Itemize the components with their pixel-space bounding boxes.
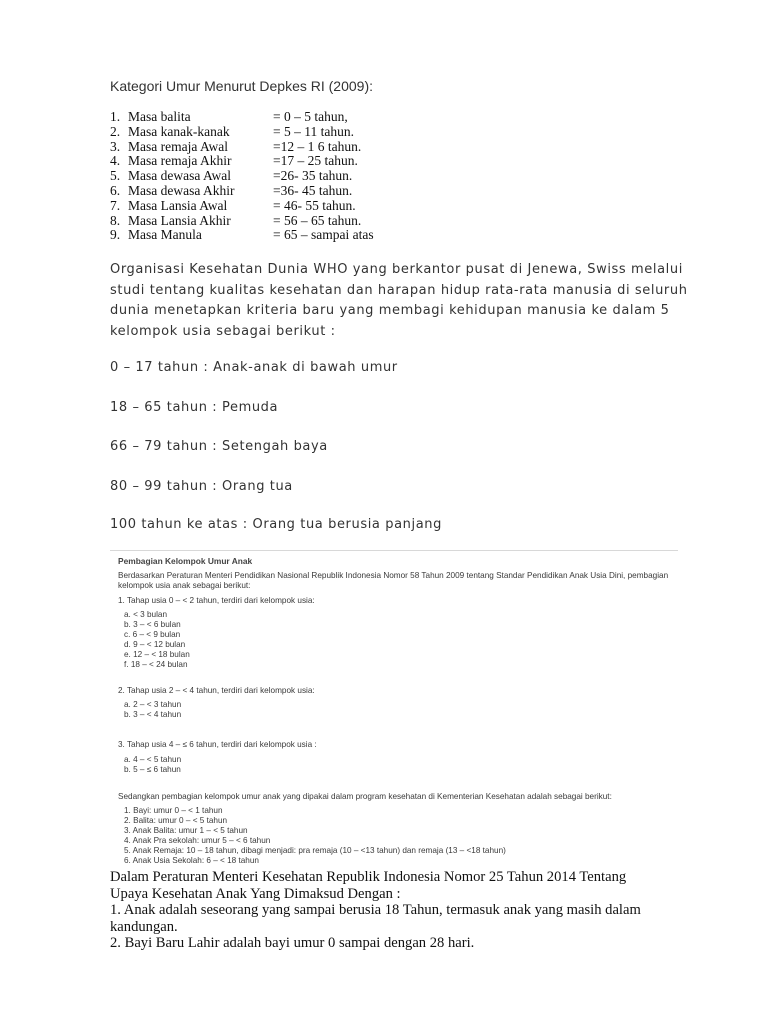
list-item: d. 9 – < 12 bulan <box>124 640 186 649</box>
item-label: Masa Manula <box>128 227 202 243</box>
kemenkes-intro: Sedangkan pembagian kelompok umur anak yang dipakai dalam program kesehatan di Kementerian Kesehatan adalah sebagai berikut: <box>118 792 612 801</box>
item-value: = 46- 55 tahun. <box>273 197 356 213</box>
item-number: 4. <box>110 153 121 169</box>
stage-title: 1. Tahap usia 0 – < 2 tahun, terdiri dari kelompok usia: <box>118 596 315 605</box>
list-item: c. 6 – < 9 bulan <box>124 630 181 639</box>
stage-title: 2. Tahap usia 2 – < 4 tahun, terdiri dari kelompok usia: <box>118 686 315 695</box>
list-item: 1. Bayi: umur 0 – < 1 tahun <box>124 806 223 815</box>
item-label: Masa balita <box>128 109 191 124</box>
list-item: 5. Anak Remaja: 10 – 18 tahun, dibagi menjadi: pra remaja (10 – <13 tahun) dan remaja (13 – <18 tahun) <box>124 846 506 855</box>
item-value: = 5 – 11 tahun. <box>273 123 354 139</box>
item-label: Masa kanak-kanak <box>128 123 230 139</box>
item-value: =17 – 25 tahun. <box>273 153 358 169</box>
clipping-intro: Berdasarkan Peraturan Menteri Pendidikan Nasional Republik Indonesia Nomor 58 Tahun 2009 tentang Standar Pendidikan Anak Usia Dini, pembagian kelompok usia anak sebagai berikut: <box>118 571 669 591</box>
list-item: a. < 3 bulan <box>124 610 168 619</box>
regulation-text <box>110 869 710 952</box>
who-group-item: 66 – 79 tahun : Setengah baya <box>110 439 328 454</box>
clipping-divider <box>110 550 678 551</box>
who-group-item: 0 – 17 tahun : Anak-anak di bawah umur <box>110 360 398 375</box>
item-value: = 65 – sampai atas <box>273 227 374 243</box>
list-item: 4. Anak Pra sekolah: umur 5 – < 6 tahun <box>124 836 271 845</box>
list-item: a. 2 – < 3 tahun <box>124 700 182 709</box>
text-line: Upaya Kesehatan Anak Yang Dimaksud Dengan : <box>110 885 401 902</box>
clipping-title: Pembagian Kelompok Umur Anak <box>118 556 253 566</box>
item-label: Masa dewasa Awal <box>128 168 231 184</box>
item-label: Masa remaja Akhir <box>128 153 232 169</box>
item-value: =12 – 1 6 tahun. <box>273 138 362 154</box>
section-heading: Kategori Umur Menurut Depkes RI (2009): <box>110 78 373 94</box>
item-label: Masa Lansia Akhir <box>128 212 231 228</box>
item-label: Masa dewasa Akhir <box>128 182 235 198</box>
item-label: Masa remaja Awal <box>128 138 228 154</box>
item-number: 8. <box>110 212 121 228</box>
item-label: Masa Lansia Awal <box>128 197 228 213</box>
item-number: 7. <box>110 197 121 213</box>
who-group-item: 100 tahun ke atas : Orang tua berusia panjang <box>110 517 442 532</box>
list-item: e. 12 – < 18 bulan <box>124 650 190 659</box>
item-number: 9. <box>110 227 121 243</box>
item-number: 1. <box>110 109 121 124</box>
item-number: 3. <box>110 138 121 154</box>
item-value: =26- 35 tahun. <box>273 168 353 184</box>
list-item: b. 3 – < 4 tahun <box>124 710 182 719</box>
list-item: a. 4 – < 5 tahun <box>124 755 182 764</box>
text-line: 1. Anak adalah seseorang yang sampai berusia 18 Tahun, termasuk anak yang masih dalam <box>110 902 641 919</box>
who-paragraph: Organisasi Kesehatan Dunia WHO yang berkantor pusat di Jenewa, Swiss melalui studi tentang kualitas kesehatan dan harapan hidup rata-rata manusia di seluruh dunia menetapkan kriteria baru yang membagi kehidupan manusia ke dalam 5 kelompok usia sebagai berikut : <box>110 262 688 339</box>
list-item: f. 18 – < 24 bulan <box>124 660 188 669</box>
list-item: 2. Balita: umur 0 – < 5 tahun <box>124 816 228 825</box>
who-group-item: 18 – 65 tahun : Pemuda <box>110 400 279 415</box>
item-number: 5. <box>110 168 121 184</box>
item-value: = 0 – 5 tahun, <box>273 109 348 124</box>
list-item: 3. Anak Balita: umur 1 – < 5 tahun <box>124 826 248 835</box>
item-number: 2. <box>110 123 121 139</box>
text-line: kandungan. <box>110 918 178 935</box>
list-item: b. 3 – < 6 bulan <box>124 620 181 629</box>
who-group-item: 80 – 99 tahun : Orang tua <box>110 479 293 494</box>
list-item: 6. Anak Usia Sekolah: 6 – < 18 tahun <box>124 856 259 865</box>
text-line: 2. Bayi Baru Lahir adalah bayi umur 0 sampai dengan 28 hari. <box>110 935 475 952</box>
item-value: = 56 – 65 tahun. <box>273 212 362 228</box>
text-line: Dalam Peraturan Menteri Kesehatan Republik Indonesia Nomor 25 Tahun 2014 Tentang <box>110 869 627 885</box>
embedded-clipping <box>110 552 678 864</box>
list-item: b. 5 – ≤ 6 tahun <box>124 765 181 774</box>
item-value: =36- 45 tahun. <box>273 182 353 198</box>
item-number: 6. <box>110 182 121 198</box>
stage-title: 3. Tahap usia 4 – ≤ 6 tahun, terdiri dari kelompok usia : <box>118 740 317 749</box>
